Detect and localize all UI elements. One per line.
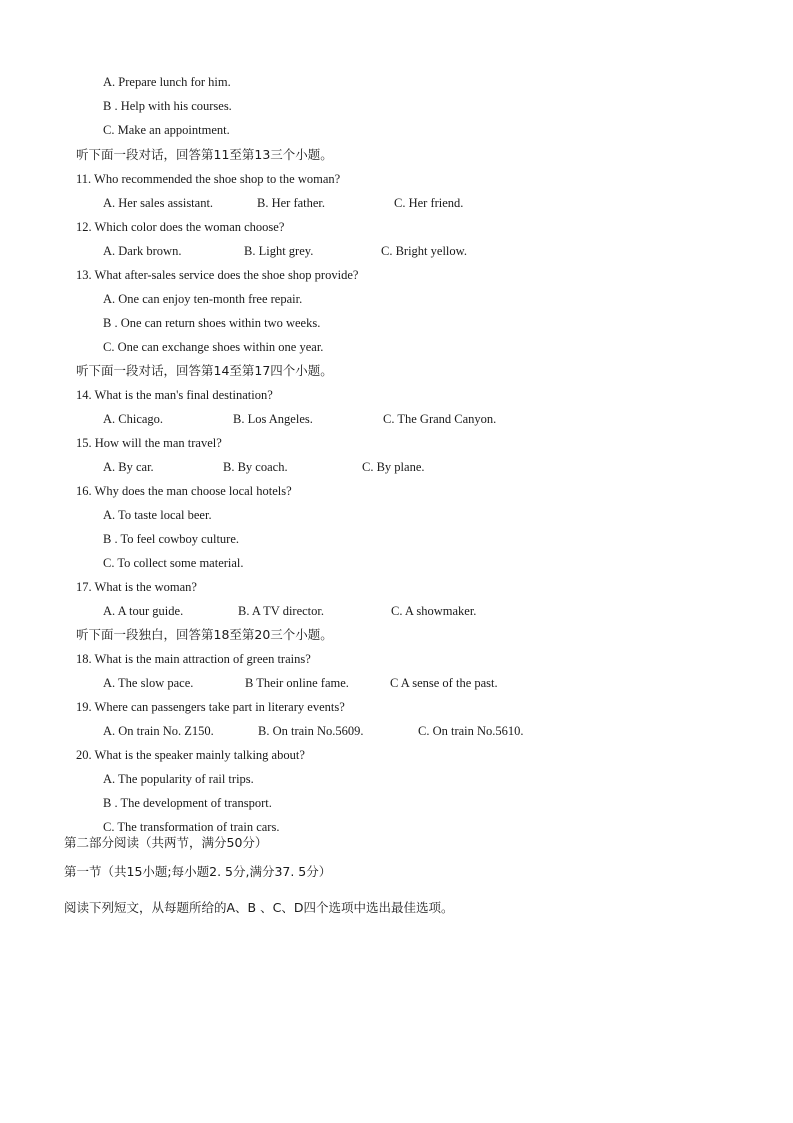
q16-option-c: C. To collect some material. <box>103 556 244 570</box>
q19-option-c: C. On train No.5610. <box>418 724 524 738</box>
q12-option-c: C. Bright yellow. <box>381 244 467 258</box>
question-19: 19. Where can passengers take part in literary events? <box>76 700 345 714</box>
q20-option-c: C. The transformation of train cars. <box>103 820 280 834</box>
question-16: 16. Why does the man choose local hotels? <box>76 484 292 498</box>
q17-option-c: C. A showmaker. <box>391 604 477 618</box>
q15-option-a: A. By car. <box>103 460 154 474</box>
q10-option-c: C. Make an appointment. <box>103 123 230 137</box>
q11-option-b: B. Her father. <box>257 196 326 210</box>
q17-option-b: B. A TV director. <box>238 604 324 618</box>
q12-option-a: A. Dark brown. <box>103 244 182 258</box>
question-14: 14. What is the man's final destination? <box>76 388 273 402</box>
q20-option-a: A. The popularity of rail trips. <box>103 772 254 786</box>
question-15: 15. How will the man travel? <box>76 436 222 450</box>
q15-option-c: C. By plane. <box>362 460 425 474</box>
q20-option-b: B . The development of transport. <box>103 796 272 810</box>
q19-option-a: A. On train No. Z150. <box>103 724 214 738</box>
question-17: 17. What is the woman? <box>76 580 197 594</box>
q18-option-c: C A sense of the past. <box>390 676 498 690</box>
q19-option-b: B. On train No.5609. <box>258 724 364 738</box>
q15-option-b: B. By coach. <box>223 460 288 474</box>
q12-option-b: B. Light grey. <box>244 244 314 258</box>
q16-option-a: A. To taste local beer. <box>103 508 212 522</box>
question-20: 20. What is the speaker mainly talking about? <box>76 748 305 762</box>
q13-option-b: B . One can return shoes within two weeks. <box>103 316 321 330</box>
q14-option-c: C. The Grand Canyon. <box>383 412 497 426</box>
instruction-18-20: 听下面一段独白，回答第18至第20三个小题。 <box>76 627 333 642</box>
q16-option-b: B . To feel cowboy culture. <box>103 532 240 546</box>
q13-option-c: C. One can exchange shoes within one year. <box>103 340 324 354</box>
q18-option-a: A. The slow pace. <box>103 676 194 690</box>
q10-option-b: B . Help with his courses. <box>103 99 232 113</box>
q10-option-a: A. Prepare lunch for him. <box>103 75 231 89</box>
q14-option-b: B. Los Angeles. <box>233 412 313 426</box>
question-12: 12. Which color does the woman choose? <box>76 220 285 234</box>
section-one-title: 第一节（共15小题;每小题2. 5分,满分37. 5分） <box>64 864 332 879</box>
question-18: 18. What is the main attraction of green trains? <box>76 652 311 666</box>
q18-option-b: B Their online fame. <box>245 676 349 690</box>
reading-instruction: 阅读下列短文，从每题所给的A、B 、C、D四个选项中选出最佳选项。 <box>64 900 454 915</box>
question-13: 13. What after-sales service does the shoe shop provide? <box>76 268 359 282</box>
question-11: 11. Who recommended the shoe shop to the woman? <box>76 172 341 186</box>
instruction-14-17: 听下面一段对话，回答第14至第17四个小题。 <box>76 363 333 378</box>
instruction-11-13: 听下面一段对话，回答第11至第13三个小题。 <box>76 147 333 162</box>
q11-option-a: A. Her sales assistant. <box>103 196 214 210</box>
q14-option-a: A. Chicago. <box>103 412 164 426</box>
q17-option-a: A. A tour guide. <box>103 604 184 618</box>
q13-option-a: A. One can enjoy ten-month free repair. <box>103 292 303 306</box>
part-two-title: 第二部分阅读（共两节，满分50分） <box>64 835 268 850</box>
q11-option-c: C. Her friend. <box>394 196 464 210</box>
